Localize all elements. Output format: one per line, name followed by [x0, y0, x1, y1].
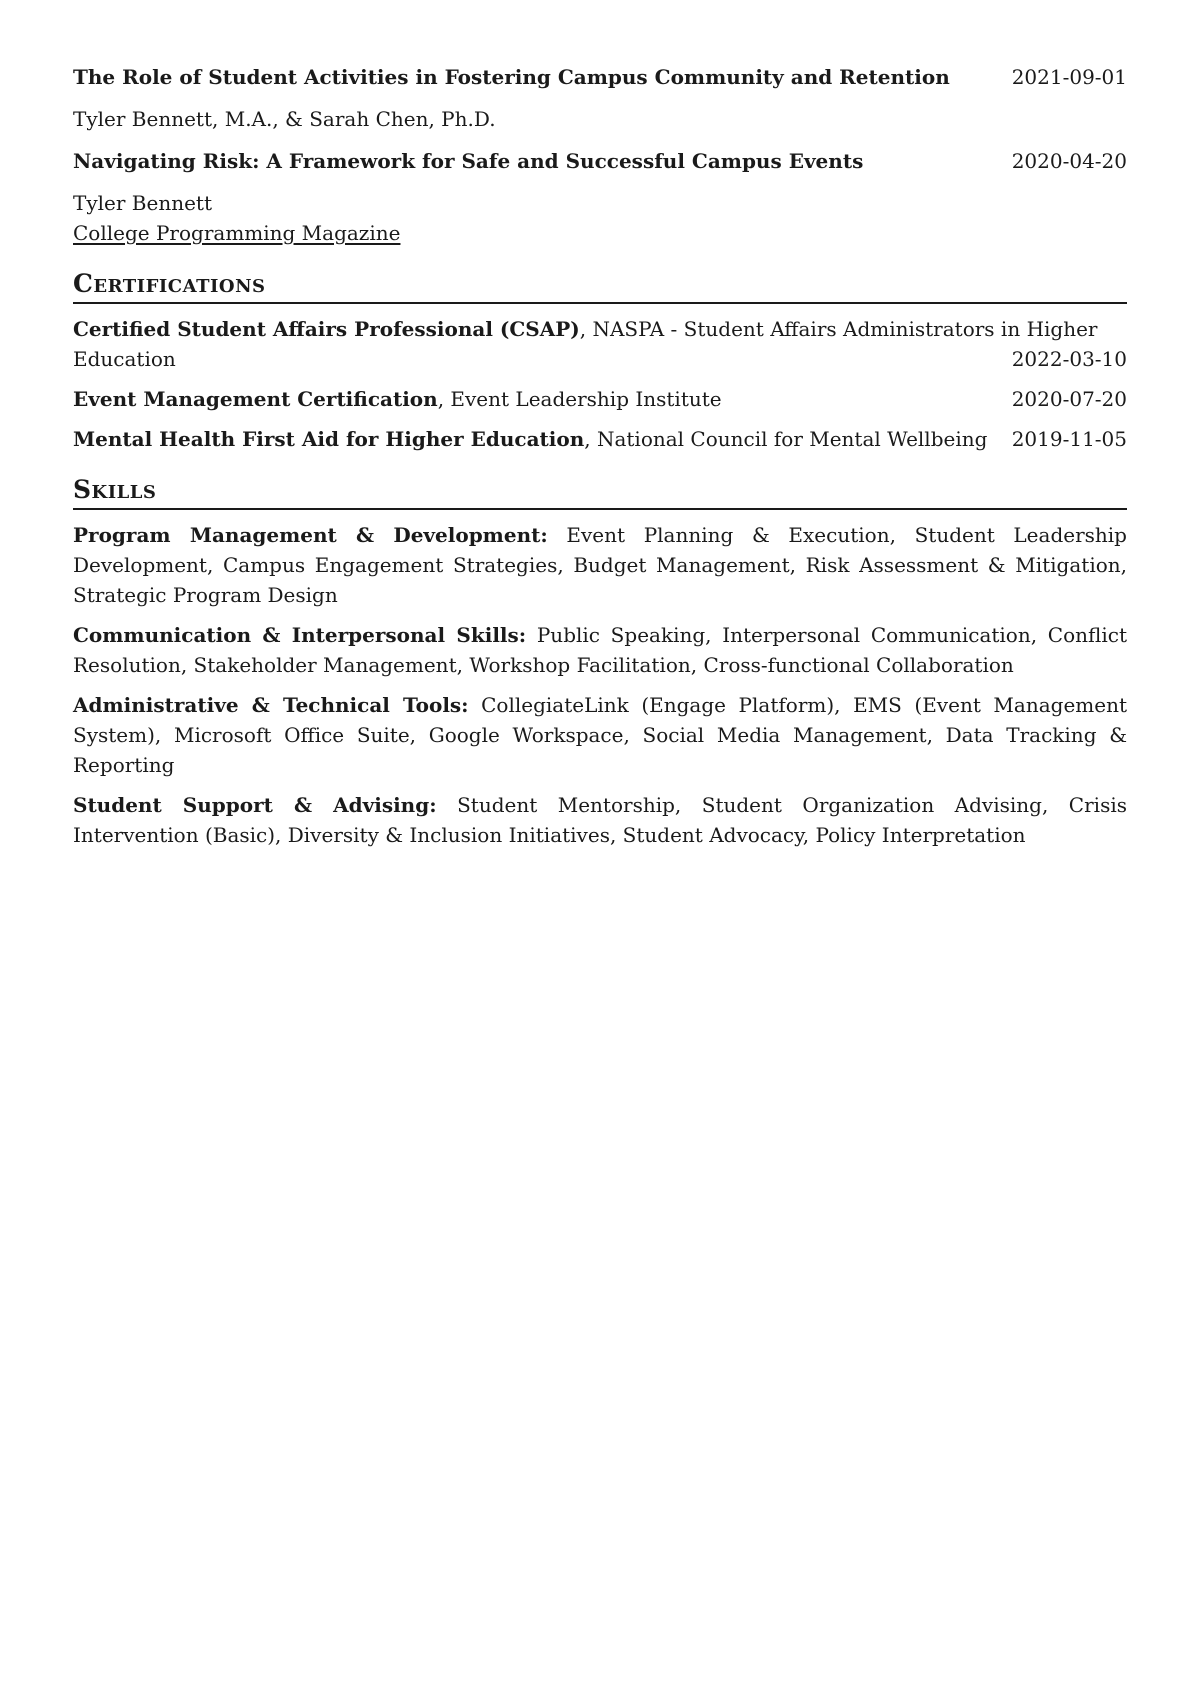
skill-category-label: Program Management & Development: [73, 523, 548, 547]
certification-date: 2022-03-10 [1011, 347, 1127, 371]
publication-title-row [73, 146, 1127, 176]
publication-date: 2020-04-20 [1011, 149, 1127, 173]
skill-category-text: Public Speaking, Interpersonal Communication, Conflict Resolution, Stakeholder Management, Workshop Facilitation, Cross-functional Collaboration [73, 623, 1127, 677]
skill-category-text: CollegiateLink (Engage Platform), EMS (Event Management System), Microsoft Office Suite, Google Workspace, Social Media Management, Data Tracking & Reporting [73, 693, 1127, 777]
publication-date: 2021-09-01 [1011, 65, 1127, 89]
skill-category [73, 790, 1127, 850]
skill-category-text: Event Planning & Execution, Student Leadership Development, Campus Engagement Strategies, Budget Management, Risk Assessment & Mitigation, Strategic Program Design [73, 523, 1127, 607]
publication-entry [73, 146, 1127, 248]
publication-entry [73, 62, 1127, 134]
skill-category [73, 520, 1127, 610]
skill-category-text: Student Mentorship, Student Organization Advising, Crisis Intervention (Basic), Diversity & Inclusion Initiatives, Student Advocacy, Policy Interpretation [73, 793, 1127, 847]
publication-title: The Role of Student Activities in Fostering Campus Community and Retention [73, 65, 950, 89]
section-heading-skills: Skills [73, 474, 1127, 510]
certification-date: 2019-11-05 [1011, 427, 1127, 451]
publication-venue-link[interactable]: College Programming Magazine [73, 221, 401, 245]
certification-item [73, 424, 1127, 454]
certification-name: Event Management Certification [73, 387, 438, 411]
skill-category-label: Communication & Interpersonal Skills: [73, 623, 527, 647]
certification-issuer: , National Council for Mental Wellbeing [584, 427, 988, 451]
publication-title-row [73, 62, 1127, 92]
certification-item [73, 384, 1127, 414]
certification-name: Mental Health First Aid for Higher Education [73, 427, 585, 451]
certification-name: Certified Student Affairs Professional (CSAP) [73, 317, 580, 341]
skill-category-label: Administrative & Technical Tools: [73, 693, 469, 717]
publication-title: Navigating Risk: A Framework for Safe and Successful Campus Events [73, 149, 864, 173]
skill-category [73, 690, 1127, 780]
certification-issuer: , Event Leadership Institute [437, 387, 722, 411]
publication-authors: Tyler Bennett [73, 191, 212, 215]
resume-page [73, 62, 1127, 850]
skill-category-label: Student Support & Advising: [73, 793, 437, 817]
publication-authors: Tyler Bennett, M.A., & Sarah Chen, Ph.D. [73, 107, 496, 131]
section-heading-certifications: Certifications [73, 268, 1127, 304]
skill-category [73, 620, 1127, 680]
certification-date: 2020-07-20 [1011, 387, 1127, 411]
certification-issuer: , NASPA - Student Affairs Administrators in Higher Education [73, 317, 1098, 371]
certification-item [73, 314, 1127, 374]
